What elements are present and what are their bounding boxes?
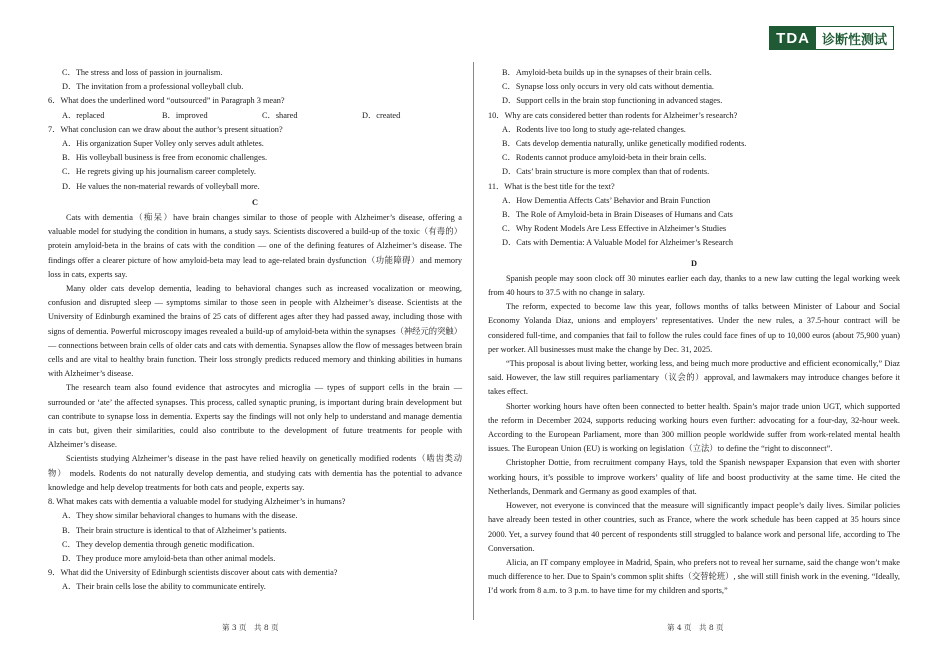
logo-brand: TDA <box>770 27 816 49</box>
passage-d-paragraph-5: Christopher Dottie, from recruitment company Hays, told the Spanish newspaper Expansion that even with shorter working hours, it’s possible to improve workers’ quality of life and boost productivity at the same time. He cited the Netherlands, Denmark and Germany as good examples of that. <box>488 458 900 496</box>
q11-option-c: C．Why Rodent Models Are Less Effective in Alzheimer’s Studies <box>502 224 727 234</box>
passage-d-paragraph-2: The reform, expected to become law this year, follows months of talks between Minister of Labour and Social Economy Yolanda Diaz, unions and employers’ representatives. Under the new rules, a 37.5-hour contract will be considered full-time, and companies that fail to follow the rules could face fines of up to 10,000 euros (about 75,900 yuan) per worker. All businesses must make the change by Dec. 31, 2025. <box>488 302 900 354</box>
q11-option-b: B．The Role of Amyloid-beta in Brain Diseases of Humans and Cats <box>502 210 733 220</box>
q8-option-c: C．They develop dementia through genetic modification. <box>62 539 255 549</box>
q6-option-d: D．created <box>362 110 401 120</box>
passage-d-paragraph-3: “This proposal is about living better, working less, and being much more productive and efficient economically,” Diaz said. However, the law still requires parliamentary（议会的）approval, and lawmakers may introduce changes before it takes effect. <box>488 359 900 397</box>
question-6: 6．What does the underlined word “outsourced” in Paragraph 3 mean? <box>48 96 285 106</box>
question-10: 10．Why are cats considered better than rodents for Alzheimer’s research? <box>488 110 738 120</box>
page-number-right: 第 4 页 共 8 页 <box>667 623 724 632</box>
q8-option-d: D．They produce more amyloid-beta than other animal models. <box>62 553 276 563</box>
q9-option-a: A．Their brain cells lose the ability to communicate entirely. <box>62 582 266 592</box>
question-11: 11．What is the best title for the text? <box>488 181 615 191</box>
question-7: 7．What conclusion can we draw about the author’s present situation? <box>48 124 283 134</box>
q6-option-a: A．replaced <box>62 110 105 120</box>
passage-d-paragraph-6: However, not everyone is convinced that the measure will significantly impact people’s daily lives. Similar policies have already been tested in other countries, such as France, where the work schedule has been capped at 35 hours since 2000. Yet, a survey found that 40 percent of respondents still struggled to balance work and personal life, according to The Conversation. <box>488 501 900 553</box>
q7-option-d: D．He values the non-material rewards of volleyball more. <box>62 181 260 191</box>
q9-option-c: C．Synapse loss only occurs in very old cats without dementia. <box>502 82 715 92</box>
q7-option-b: B．His volleyball business is free from economic challenges. <box>62 153 268 163</box>
column-divider <box>473 62 474 620</box>
q8-option-b: B．Their brain structure is identical to that of Alzheimer’s patients. <box>62 525 287 535</box>
q10-option-a: A．Rodents live too long to study age-related changes. <box>502 124 686 134</box>
tda-logo <box>769 26 894 50</box>
passage-d-paragraph-1: Spanish people may soon clock off 30 minutes earlier each day, thanks to a new law cutting the legal working week from 40 hours to 37.5 with no change in salary. <box>488 273 900 298</box>
q6-option-c: C．shared <box>262 110 298 120</box>
q6-option-b: B．improved <box>162 110 208 120</box>
q10-option-b: B．Cats develop dementia naturally, unlike genetically modified rodents. <box>502 139 747 149</box>
section-heading-c: C <box>252 197 258 207</box>
q7-option-c: C．He regrets giving up his journalism career completely. <box>62 167 256 177</box>
passage-c-paragraph-2: Many older cats develop dementia, leading to behavioral changes such as increased vocalization or meowing, confusion and disrupted sleep — symptoms similar to those seen in people with Alzheimer’s disease. Scientists at the University of Edinburgh examined the brains of 25 cats of different ages after they had passed away, including those with signs of dementia. Powerful microscopy images revealed a build-up of amyloid-beta within the synapses（神经元的突触）— connections between brain cells of older cats and cats with dementia. Synapses allow the flow of messages between brain cells and are vital to healthy brain function. Their loss strongly predicts reduced memory and thinking abilities in humans with Alzheimer’s disease. <box>48 284 462 379</box>
question-8: 8. What makes cats with dementia a valuable model for studying Alzheimer’s in humans? <box>48 497 346 507</box>
q11-option-d: D．Cats with Dementia: A Valuable Model for Alzheimer’s Research <box>502 238 734 248</box>
question-6-options <box>48 109 462 123</box>
q9-option-b: B．Amyloid-beta builds up in the synapses of their brain cells. <box>502 68 712 77</box>
q5-option-d: D．The invitation from a professional volleyball club. <box>62 82 244 92</box>
right-column <box>488 66 900 599</box>
q9-option-d: D．Support cells in the brain stop functioning in advanced stages. <box>502 96 723 106</box>
passage-c-paragraph-1: Cats with dementia（痴呆）have brain changes similar to those of people with Alzheimer’s disease, offering a valuable model for studying the condition in humans, a study says. Scientists discovered a build-up of the toxic（有毒的）protein amyloid-beta in the brains of cats with the condition — one of the defining features of Alzheimer’s disease. The findings offer a clearer picture of how amyloid-beta may lead to age-related brain dysfunction（功能障碍）and memory loss in cats, experts say. <box>48 213 462 279</box>
q10-option-c: C．Rodents cannot produce amyloid-beta in their brain cells. <box>502 153 707 163</box>
q8-option-a: A．They show similar behavioral changes to humans with the disease. <box>62 511 298 521</box>
passage-c-paragraph-3: The research team also found evidence that astrocytes and microglia — types of support cells in the brain — surrounded or ‘ate’ the affected synapses. This process, called synaptic pruning, is important during brain development but can contribute to synapse loss in dementia. Experts say the findings will not only help to understand and manage dementia in cats but, given their similarities, could also contribute to the development of future treatments for people with Alzheimer’s disease. <box>48 383 462 450</box>
passage-d-paragraph-7: Alicia, an IT company employee in Madrid, Spain, who prefers not to reveal her surname, said the change won’t make much difference to her. Due to Spain’s common split shifts（交替轮班）, she will still finish work in the evening. “Ideally, I’d work from 8 a.m. to 3 p.m. to have time for my children and sports,” <box>488 557 900 596</box>
q7-option-a: A．His organization Super Volley only serves adult athletes. <box>62 139 264 149</box>
section-heading-d: D <box>691 258 697 268</box>
left-column <box>48 66 462 595</box>
q11-option-a: A．How Dementia Affects Cats’ Behavior and Brain Function <box>502 195 711 205</box>
q10-option-d: D．Cats’ brain structure is more complex than that of rodents. <box>502 167 710 177</box>
passage-d-paragraph-4: Shorter working hours have often been connected to better health. Spain’s major trade union UGT, which supported the reform in December 2024, supports reducing working hours even further: advocating for a four-day, 32-hour week. According to the European Parliament, more than 300 million people worldwide suffer from work-related mental health issues. The European Union (EU) is working on legislation（立法）to define the “right to disconnect”. <box>488 401 900 454</box>
q5-option-c: C．The stress and loss of passion in journalism. <box>62 68 223 77</box>
logo-tag: 诊断性测试 <box>816 27 893 49</box>
passage-c-paragraph-4: Scientists studying Alzheimer’s disease in the past have relied heavily on genetically modified rodents（啮齿类动物） models. Rodents do not naturally develop dementia, and studying cats with dementia has the potential to advance knowledge and help develop treatments for both cats and people, experts say. <box>48 454 462 492</box>
question-9: 9．What did the University of Edinburgh scientists discover about cats with dementia? <box>48 568 338 578</box>
page-number-left: 第 3 页 共 8 页 <box>222 623 279 632</box>
